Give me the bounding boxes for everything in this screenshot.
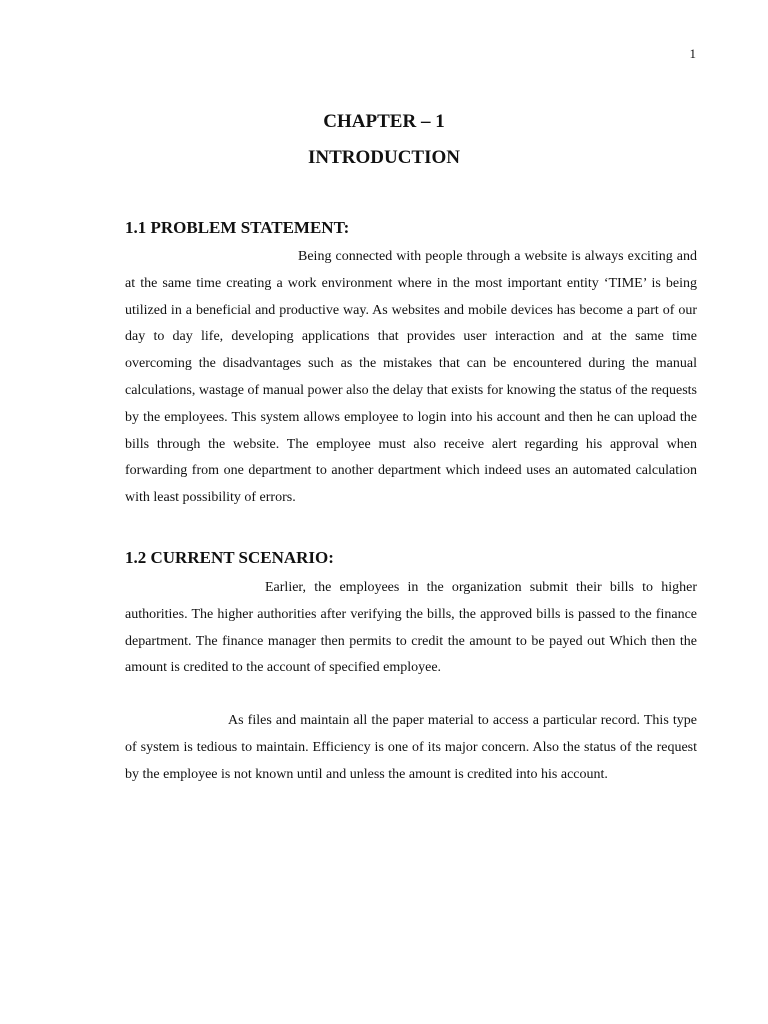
current-scenario-paragraph-2: As files and maintain all the paper material to access a particular record. This type of system is tedious to maintain. Efficiency is one of its major concern. Also the status of the request by the employee is not known until and unless the amount is credited into his account. (125, 713, 697, 782)
chapter-label: CHAPTER – 1 (323, 111, 445, 132)
problem-statement-paragraph: Being connected with people through a website is always exciting and at the same time creating a work environment where in the most important entity ‘TIME’ is being utilized in a beneficial and productive way. As websites and mobile devices has become a part of our day to day life, developing applications that provides user interaction and at the same time overcoming the disadvantages such as the mistakes that can be encountered during the manual calculations, wastage of manual power also the delay that exists for knowing the status of the requests by the employees. This system allows employee to login into his account and then he can upload the bills through the website. The employee must also receive alert regarding his approval when forwarding from one department to another department which indeed uses an automated calculation with least possibility of errors. (125, 249, 697, 506)
page-number: 1 (689, 46, 696, 61)
section-heading-current-scenario: 1.2 CURRENT SCENARIO: (125, 548, 334, 567)
section-heading-problem-statement: 1.1 PROBLEM STATEMENT: (125, 218, 350, 237)
current-scenario-paragraph-1: Earlier, the employees in the organization submit their bills to higher authorities. The higher authorities after verifying the bills, the approved bills is passed to the finance department. The finance manager then permits to credit the amount to be payed out Which then the amount is credited to the account of specified employee. (125, 580, 697, 676)
chapter-title: INTRODUCTION (307, 147, 461, 168)
